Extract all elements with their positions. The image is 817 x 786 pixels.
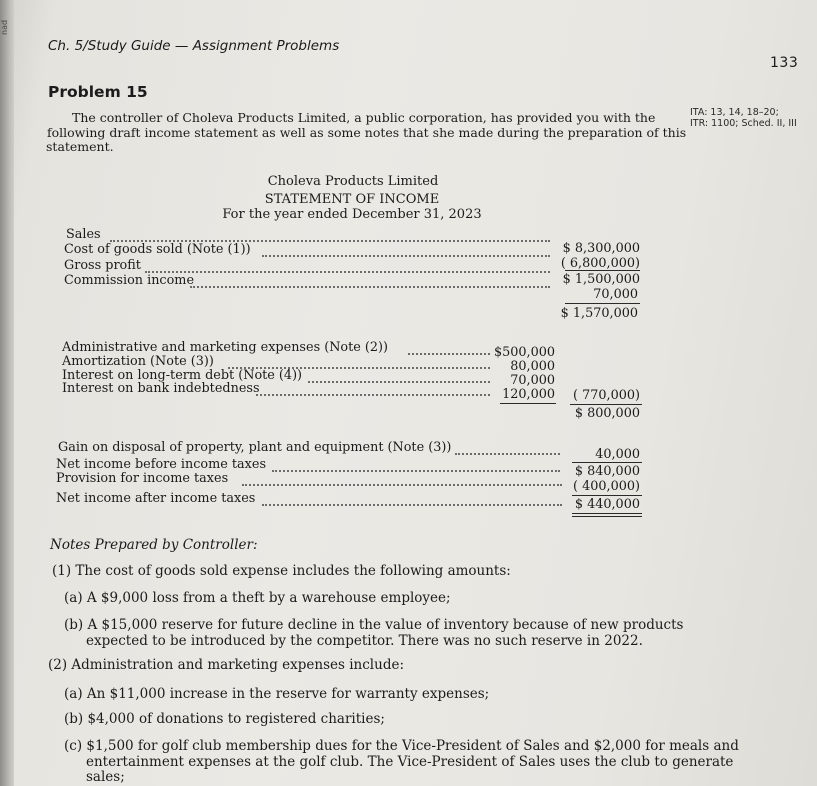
underline [572, 495, 642, 496]
book-spine-edge [0, 0, 14, 786]
leader-dots [190, 286, 550, 288]
underline [572, 462, 642, 463]
note-1a: (a) A $9,000 loss from a theft by a warehouse employee; [64, 590, 451, 606]
gross-profit-amount: $ 1,500,000 [562, 272, 640, 287]
admin-expenses-amount: $500,000 [493, 345, 555, 360]
gain-label: Gain on disposal of property, plant and equipment (Note (3)) [58, 440, 452, 455]
leader-dots [242, 484, 562, 486]
sales-label: Sales [66, 227, 101, 242]
cogs-label: Cost of goods sold (Note (1)) [64, 242, 251, 257]
interest-bank-amount: 120,000 [502, 387, 555, 402]
problem-title: Problem 15 [48, 83, 148, 101]
company-name: Choleva Products Limited [267, 174, 439, 189]
leader-dots [408, 353, 490, 355]
underline [565, 303, 640, 304]
note-2c-line-3: sales; [86, 769, 125, 785]
ita-reference-line: ITA: 13, 14, 18–20; [690, 107, 779, 118]
subtotal-2-amount: $ 800,000 [574, 406, 640, 421]
leader-dots [262, 504, 562, 506]
commission-label: Commission income [64, 273, 195, 288]
double-underline-bottom [572, 516, 642, 517]
interest-debt-amount: 70,000 [510, 373, 555, 388]
ita-reference [690, 107, 797, 129]
leader-dots [256, 394, 490, 396]
intro-line-1: The controller of Choleva Products Limited, a public corporation, has provided you with the [72, 110, 656, 125]
leader-dots [145, 271, 550, 273]
notes-title: Notes Prepared by Controller: [50, 537, 258, 553]
note-2: (2) Administration and marketing expenses include: [48, 657, 404, 673]
itr-reference-line: ITR: 1100; Sched. II, III [690, 118, 797, 129]
amortization-amount: 80,000 [510, 359, 555, 374]
note-2c-line-2: entertainment expenses at the golf club. The Vice-President of Sales uses the club to generate [86, 754, 734, 770]
note-1b-line-2: expected to be introduced by the competitor. There was no such reserve in 2022. [86, 633, 643, 649]
interest-bank-label: Interest on bank indebtedness [62, 381, 260, 396]
underline [570, 404, 642, 405]
chapter-header: Ch. 5/Study Guide — Assignment Problems [48, 38, 340, 54]
leader-dots [455, 453, 560, 455]
expenses-total-amount: ( 770,000) [573, 388, 640, 403]
note-1: (1) The cost of goods sold expense includes the following amounts: [52, 563, 511, 579]
leader-dots [308, 381, 490, 383]
double-underline-top [572, 513, 642, 514]
side-tab-label: nad [0, 19, 9, 35]
intro-line-2: following draft income statement as well as some notes that she made during the preparation of this [47, 125, 687, 140]
leader-dots [262, 255, 550, 257]
gross-profit-label: Gross profit [64, 258, 141, 273]
leader-dots [272, 470, 560, 472]
cogs-amount: ( 6,800,000) [560, 256, 640, 271]
note-2b: (b) $4,000 of donations to registered charities; [64, 711, 385, 727]
note-2a: (a) An $11,000 increase in the reserve for warranty expenses; [64, 686, 490, 702]
net-before-tax-amount: $ 840,000 [574, 464, 640, 479]
commission-amount: 70,000 [593, 287, 638, 302]
page-number: 133 [770, 55, 799, 71]
note-1b-line-1: (b) A $15,000 reserve for future decline in the value of inventory because of new products [64, 617, 684, 633]
net-after-tax-label: Net income after income taxes [56, 491, 256, 506]
underline [500, 403, 556, 404]
admin-expenses-label: Administrative and marketing expenses (Note (2)) [62, 340, 389, 355]
subtotal-1-amount: $ 1,570,000 [560, 306, 638, 321]
statement-period: For the year ended December 31, 2023 [222, 207, 482, 222]
gain-amount: 40,000 [595, 447, 640, 462]
note-2c-line-1: (c) $1,500 for golf club membership dues for the Vice-President of Sales and $2,000 for meals and [64, 738, 739, 754]
statement-title: STATEMENT OF INCOME [264, 192, 440, 207]
intro-line-3: statement. [46, 139, 114, 154]
interest-debt-label: Interest on long-term debt (Note (4)) [62, 368, 303, 383]
net-after-tax-amount: $ 440,000 [574, 497, 640, 512]
net-before-tax-label: Net income before income taxes [56, 457, 267, 472]
underline [565, 270, 640, 271]
sales-amount: $ 8,300,000 [562, 241, 640, 256]
tax-label: Provision for income taxes [56, 471, 229, 486]
amortization-label: Amortization (Note (3)) [62, 354, 214, 369]
tax-amount: ( 400,000) [573, 479, 640, 494]
